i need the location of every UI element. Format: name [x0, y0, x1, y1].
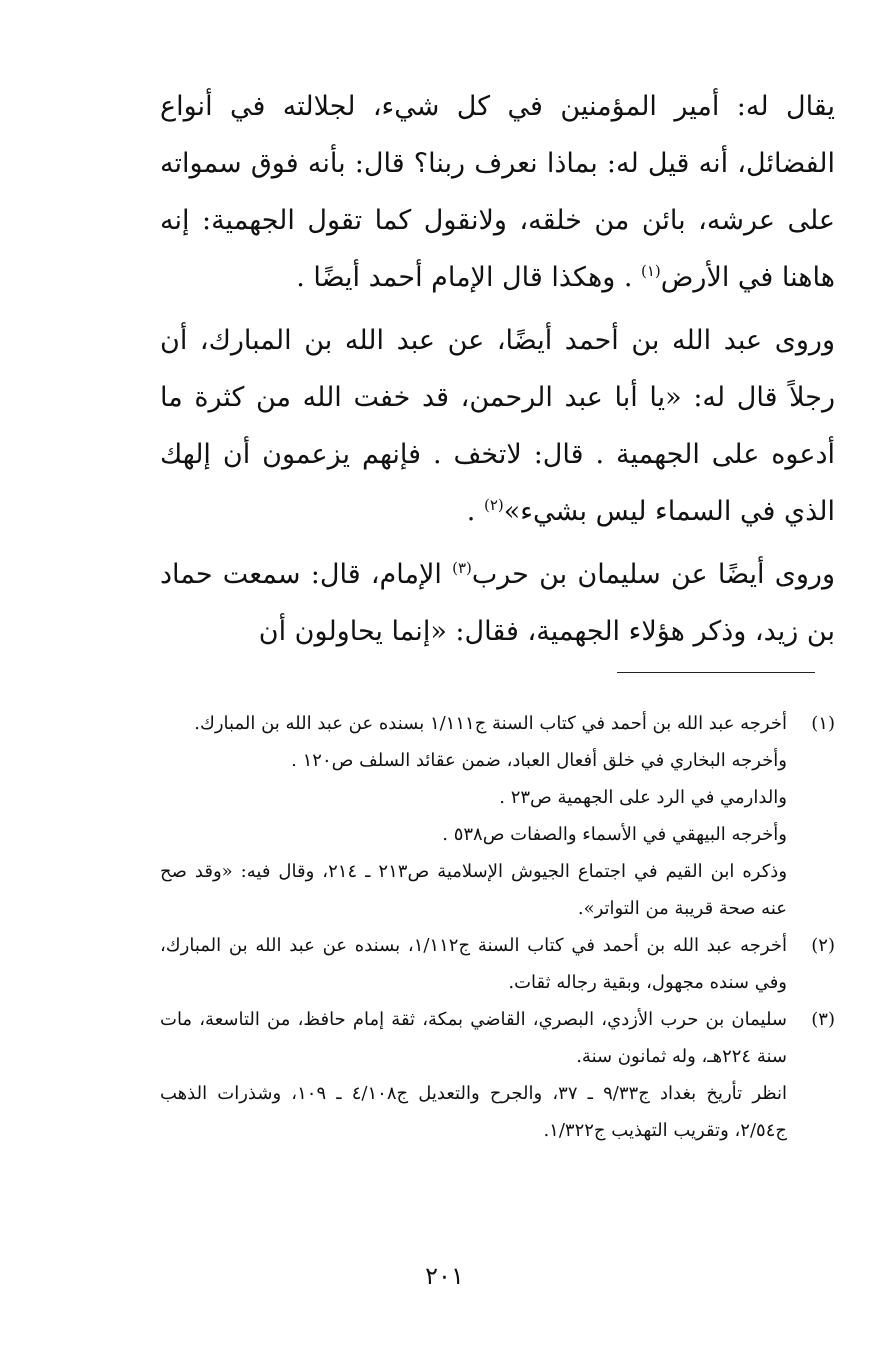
footnote-line: انظر تأريخ بغداد ج٩/٣٣ ـ ٣٧، والجرح والتعديل ج٤/١٠٨ ـ ١٠٩، وشذرات الذهب ج٢/٥٤، وتقريب التهذيب ج١/٣٢٢. — [160, 1083, 788, 1141]
footnotes — [160, 705, 835, 1149]
footnote-ref[interactable]: (١) — [640, 262, 661, 280]
paragraph — [160, 546, 835, 660]
footnote — [160, 927, 835, 1001]
footnote-line: وأخرجه البيهقي في الأسماء والصفات ص٥٣٨ . — [442, 824, 787, 845]
footnote-line: والدارمي في الرد على الجهمية ص٢٣ . — [499, 787, 787, 808]
footnote-line: أخرجه عبد الله بن أحمد في كتاب السنة ج١/١١١ بسنده عن عبد الله بن المبارك. — [194, 713, 787, 734]
footnote-line: وأخرجه البخاري في خلق أفعال العباد، ضمن عقائد السلف ص١٢٠ . — [291, 750, 787, 771]
footnote-ref[interactable]: (٣) — [452, 559, 472, 577]
paragraph-text: وروى أيضًا عن سليمان بن حرب — [471, 559, 835, 590]
main-text — [160, 78, 835, 666]
paragraph-text: وروى عبد الله بن أحمد أيضًا، عن عبد الله بن المبارك، أن رجلاً قال له: «يا أبا عبد الرحمن، قد خفت الله من كثرة ما أدعوه على الجهمية . قال: لاتخف . فإنهم يزعمون أن إلهك الذي في السماء ليس بشيء» — [160, 325, 835, 527]
footnote-line: وذكره ابن القيم في اجتماع الجيوش الإسلامية ص٢١٣ ـ ٢١٤، وقال فيه: «وقد صح عنه صحة قريبة من التواتر». — [160, 861, 788, 919]
paragraph-tail: . — [466, 496, 484, 527]
paragraph-tail: . وهكذا قال الإمام أحمد أيضًا . — [296, 262, 641, 293]
paragraph — [160, 312, 835, 540]
footnote — [160, 705, 835, 927]
footnote-ref[interactable]: (٢) — [483, 496, 504, 514]
footnote-line: سليمان بن حرب الأزدي، البصري، القاضي بمكة، ثقة إمام حافظ، من التاسعة، مات سنة ٢٢٤هـ، وله ثمانون سنة. — [160, 1009, 787, 1067]
paragraph-text: يقال له: أمير المؤمنين في كل شيء، لجلالته في أنواع الفضائل، أنه قيل له: بماذا نعرف ربنا؟ قال: بأنه فوق سمواته على عرشه، بائن من خلقه، ولانقول كما تقول الجهمية: إنه هاهنا في الأرض — [160, 91, 835, 293]
footnote-line: أخرجه عبد الله بن أحمد في كتاب السنة ج١/١١٢، بسنده عن عبد الله بن المبارك، وفي سنده مجهول، وبقية رجاله ثقات. — [160, 935, 787, 993]
footnote-number: (٣) — [811, 1009, 835, 1030]
footnote-number: (١) — [811, 713, 835, 734]
page-number: ٢٠١ — [425, 1262, 464, 1290]
paragraph — [160, 78, 835, 306]
footnote-number: (٢) — [811, 935, 835, 956]
paragraph-tail: الإمام، قال: سمعت حماد بن زيد، وذكر هؤلاء الجهمية، فقال: «إنما يحاولون أن — [160, 559, 835, 647]
footnote-separator — [617, 672, 815, 673]
footnote — [160, 1001, 835, 1149]
